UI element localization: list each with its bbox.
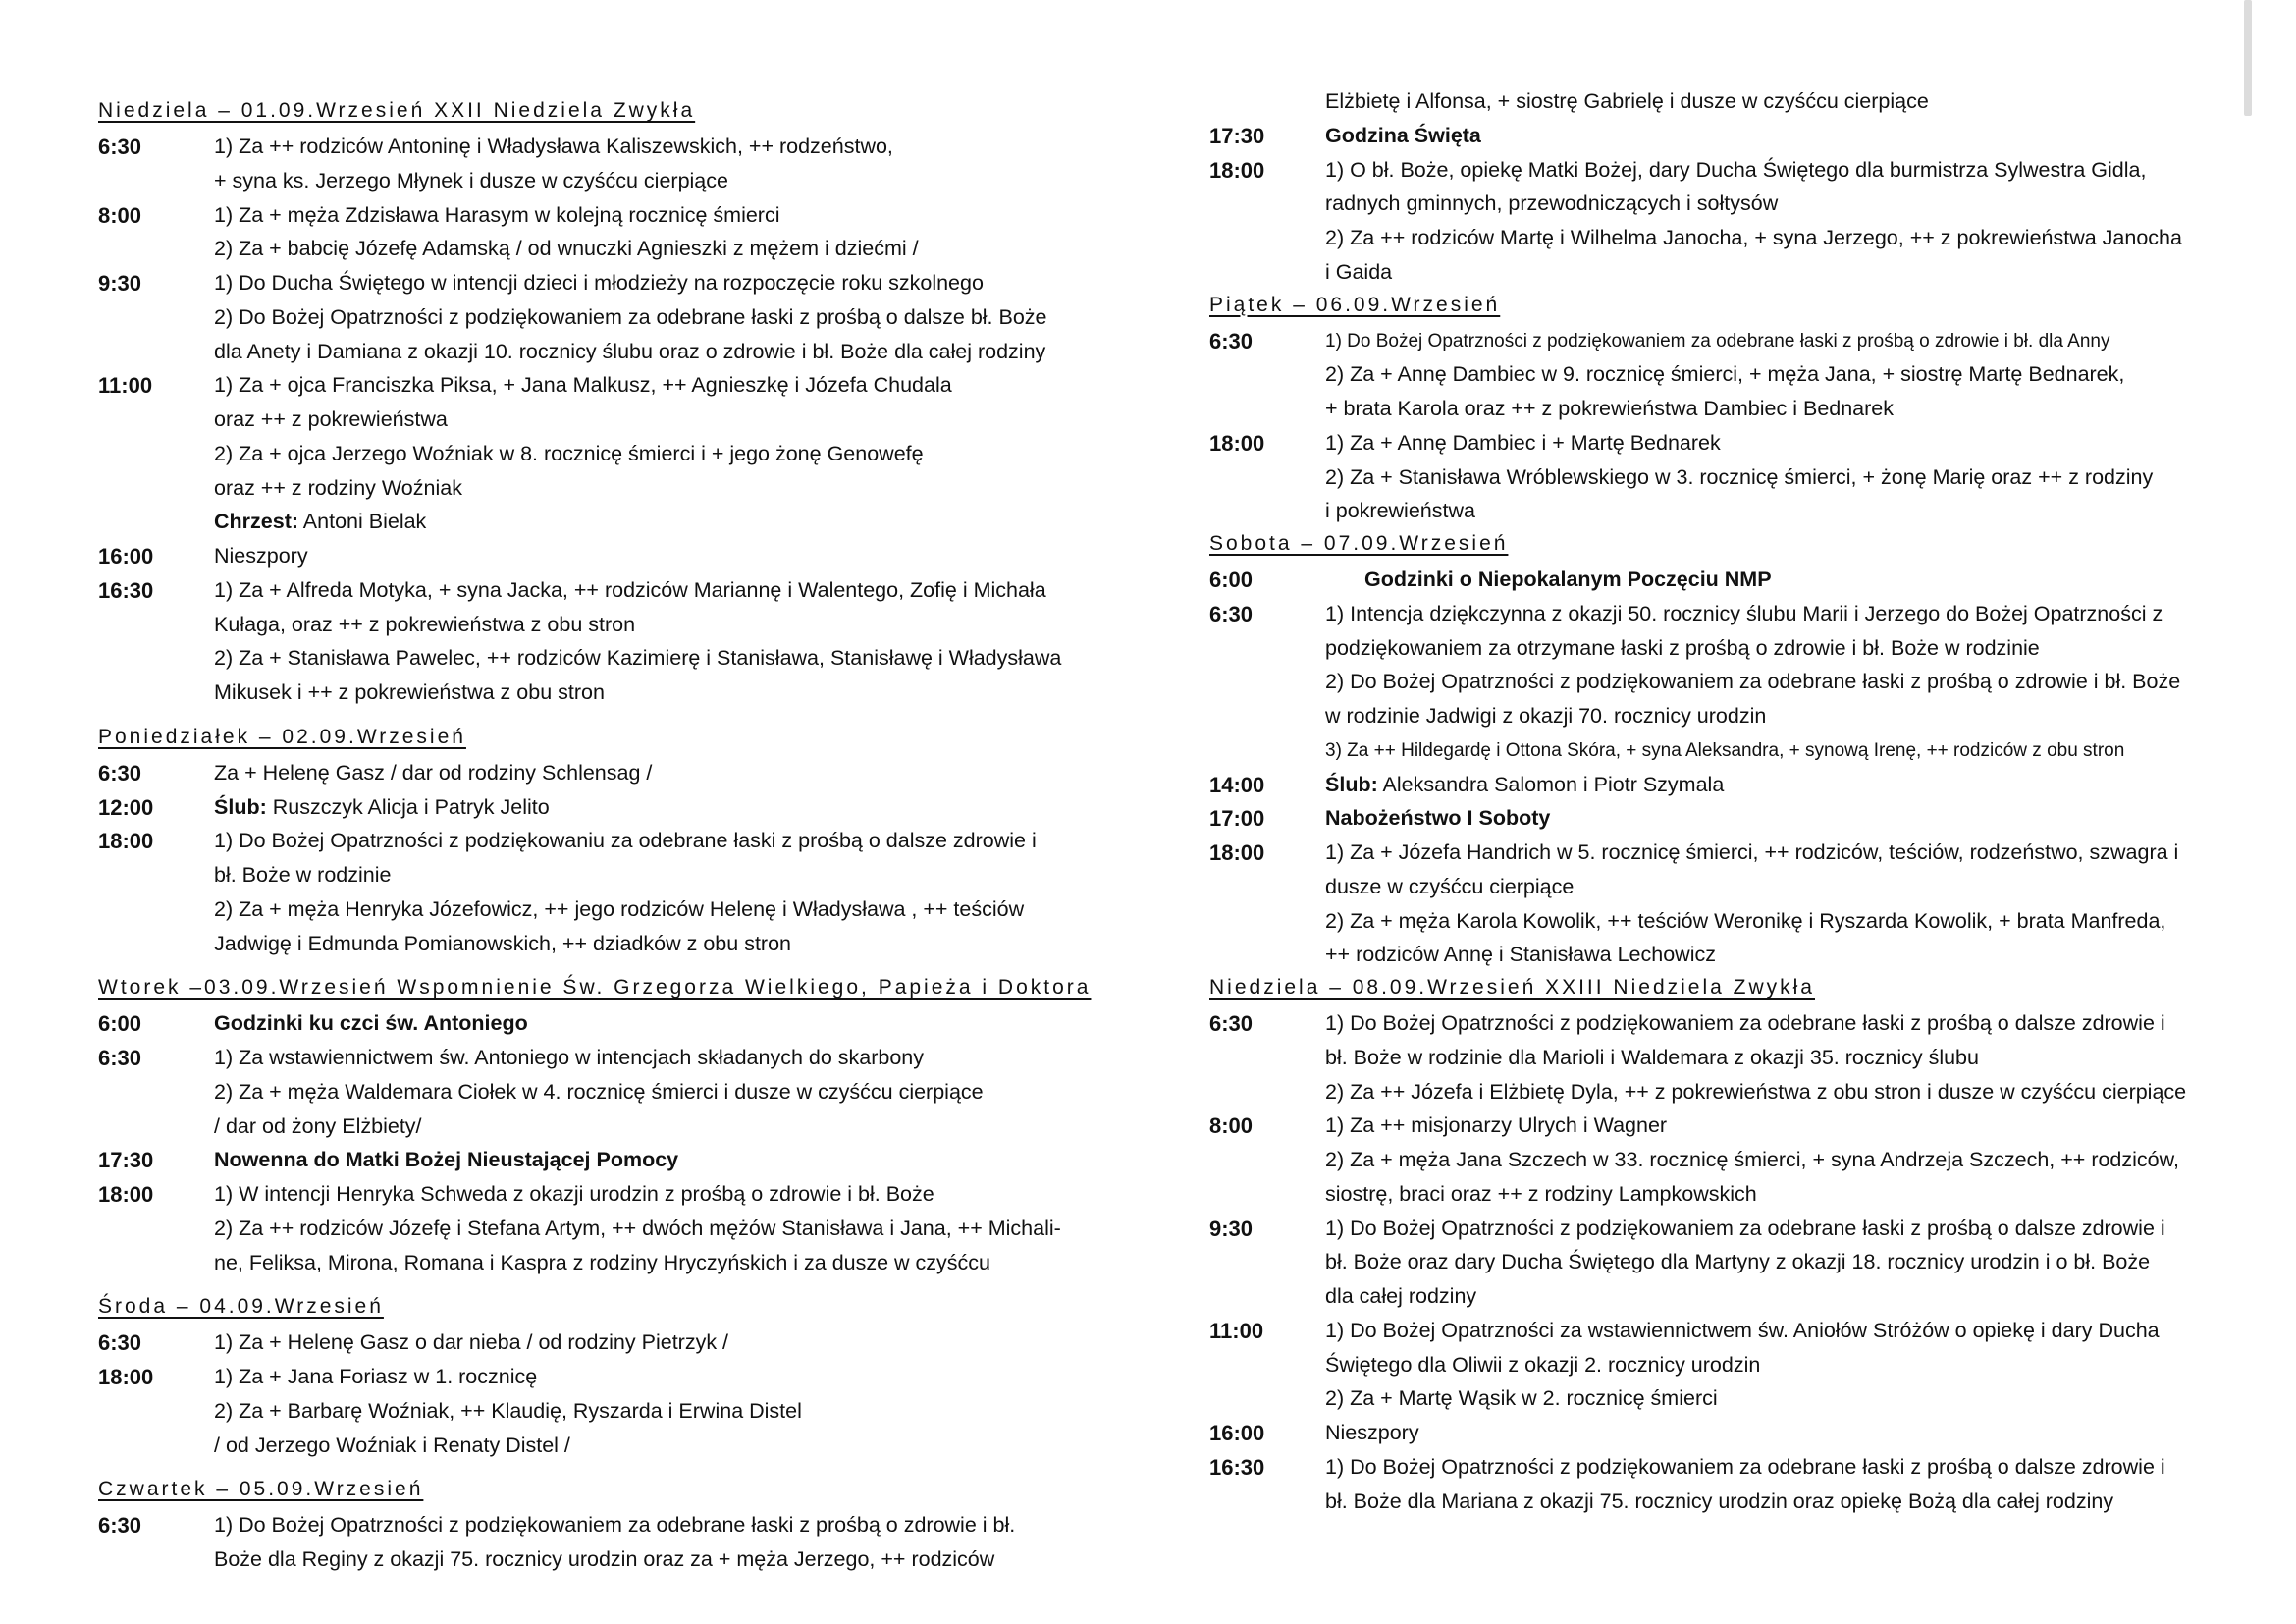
entry-line	[214, 1110, 422, 1144]
entry-text: oraz ++ z rodziny Woźniak	[214, 475, 462, 500]
entry-time: 16:30	[1209, 1454, 1265, 1480]
entry-time: 14:00	[1209, 772, 1265, 797]
entry-text: 1) O bł. Boże, opiekę Matki Bożej, dary Ducha Świętego dla burmistrza Sylwestra Gidla,	[1325, 157, 2147, 182]
entry-line	[1325, 153, 2146, 188]
entry-line	[214, 1041, 924, 1075]
entry-text: bł. Boże w rodzinie dla Marioli i Waldemara z okazji 35. rocznicy ślubu	[1325, 1045, 1979, 1069]
entry-text: 1) W intencji Henryka Schweda z okazji urodzin z prośbą o zdrowie i bł. Boże	[214, 1182, 934, 1206]
entry-time: 17:30	[1209, 123, 1265, 148]
entry-text: bł. Boże w rodzinie	[214, 863, 392, 887]
day-heading: Czwartek – 05.09.Wrzesień	[98, 1478, 424, 1501]
entry-text: 2) Za + babcię Józefę Adamską / od wnuczki Agnieszki z mężem i dziećmi /	[214, 237, 919, 261]
entry-time: 11:00	[98, 373, 153, 399]
entry-line	[1325, 938, 1716, 972]
entry-line	[214, 335, 1045, 369]
entry-text: 1) Do Bożej Opatrzności z podziękowaniem za odebrane łaski z prośbą o zdrowie i bł. dla Anny	[1325, 330, 2110, 352]
entry-text: 1) Za + Helenę Gasz o dar nieba / od rodziny Pietrzyk /	[214, 1330, 729, 1355]
entry-text: Nieszpory	[1325, 1421, 1419, 1444]
entry-line	[1325, 1279, 1476, 1314]
entry-line	[214, 608, 635, 642]
entry-text: podziękowaniem za otrzymane łaski z prośbą o zdrowie i bł. Boże w rodzinie	[1325, 635, 2040, 660]
entry-text: 1) Za ++ rodziców Antoninę i Władysława Kaliszewskich, ++ rodzeństwo,	[214, 135, 893, 158]
entry-line	[1325, 1245, 2150, 1279]
entry-line	[1325, 255, 1392, 290]
entry-line	[214, 471, 462, 506]
entry-line	[214, 198, 780, 233]
entry-text: 1) Za + Annę Dambiec i + Martę Bednarek	[1325, 430, 1721, 455]
entry-text: Za + Helenę Gasz / dar od rodziny Schlensag /	[214, 760, 653, 785]
entry-text: 2) Za + męża Waldemara Ciołek w 4. rocznicę śmierci i dusze w czyśćcu cierpiące	[214, 1079, 984, 1104]
entry-time: 18:00	[98, 1365, 154, 1389]
entry-line	[1325, 597, 2163, 631]
entry-line	[214, 403, 448, 437]
day-heading: Środa – 04.09.Wrzesień	[98, 1295, 384, 1319]
entry-text: 2) Za + męża Henryka Józefowicz, ++ jego rodziców Helenę i Władysława , ++ teściów	[214, 896, 1025, 921]
entry-text: / dar od żony Elżbiety/	[214, 1113, 422, 1138]
entry-line	[214, 1212, 1061, 1246]
entry-text: 1) Do Bożej Opatrzności z podziękowaniem za odebrane łaski z prośbą o dalsze zdrowie i	[1325, 1454, 2165, 1479]
entry-text: 1) Za + męża Zdzisława Harasym w kolejną rocznicę śmierci	[214, 202, 780, 227]
entry-line	[1325, 870, 1574, 904]
entry-time: 6:30	[1209, 601, 1254, 626]
entry-text: 2) Za ++ Józefa i Elżbietę Dyla, ++ z pokrewieństwa z obu stron i dusze w czyśćcu cierpiące	[1325, 1079, 2187, 1104]
entry-time: 6:00	[98, 1011, 142, 1037]
entry-line	[1325, 1075, 2186, 1110]
entry-text: dla Anety i Damiana z okazji 10. rocznicy ślubu oraz o zdrowie i bł. Boże dla całej rodziny	[214, 339, 1046, 363]
entry-text: radnych gminnych, przewodniczących i sołtysów	[1325, 191, 1779, 216]
entry-line	[214, 1326, 728, 1360]
entry-text: 2) Za + męża Jana Szczech w 33. rocznicę śmierci, + syna Andrzeja Szczech, ++ rodziców,	[1325, 1148, 2179, 1171]
entry-text: Świętego dla Oliwii z okazji 2. rocznicy urodzin	[1325, 1352, 1761, 1377]
entry-line	[1325, 904, 2165, 939]
entry-prefix: Chrzest:	[214, 510, 299, 534]
entry-line	[1325, 1348, 1760, 1382]
entry-text: siostrę, braci oraz ++ z rodziny Lampkowskich	[1325, 1181, 1757, 1206]
day-heading: Sobota – 07.09.Wrzesień	[1209, 532, 1509, 555]
entry-text: 2) Za + Barbarę Woźniak, ++ Klaudię, Ryszarda i Erwina Distel	[214, 1398, 802, 1423]
day-heading: Niedziela – 01.09.Wrzesień XXII Niedziela Zwykła	[98, 99, 696, 122]
entry-line	[1325, 768, 1724, 802]
entry-text: bł. Boże dla Mariana z okazji 75. rocznicy urodzin oraz opiekę Bożą dla całej rodziny	[1325, 1489, 2114, 1513]
entry-line	[1325, 460, 2153, 495]
entry-text: 1) Za + Jana Foriasz w 1. rocznicę	[214, 1365, 538, 1388]
entry-time: 18:00	[98, 1182, 154, 1207]
entry-text: 1) Do Bożej Opatrzności za wstawiennictwem św. Aniołów Stróżów o opiekę i dary Ducha	[1325, 1318, 2160, 1342]
day-heading: Piątek – 06.09.Wrzesień	[1209, 293, 1501, 316]
entry-text: 2) Do Bożej Opatrzności z podziękowaniem za odebrane łaski z prośbą o zdrowie i bł. Boże	[1325, 670, 2181, 694]
entry-line	[1325, 187, 1778, 221]
entry-line	[214, 1508, 1015, 1543]
entry-time: 6:30	[98, 1513, 142, 1539]
entry-line	[1325, 1006, 2165, 1041]
entry-text: Aleksandra Salomon i Piotr Szymala	[1377, 772, 1725, 796]
entry-text: Nabożeństwo I Soboty	[1325, 806, 1551, 831]
entry-line	[1325, 1212, 2165, 1246]
entry-text: 2) Za + Stanisława Wróblewskiego w 3. rocznicę śmierci, + żonę Marię oraz ++ z rodziny	[1325, 464, 2154, 489]
entry-line	[1325, 699, 1766, 733]
entry-time: 17:00	[1209, 806, 1265, 832]
entry-time: 16:00	[98, 544, 154, 568]
entry-line	[1325, 1416, 1419, 1450]
entry-text: i pokrewieństwa	[1325, 499, 1475, 523]
entry-line	[1325, 1381, 1718, 1416]
entry-line	[1325, 665, 2180, 699]
entry-text: / od Jerzego Woźniak i Renaty Distel /	[214, 1433, 570, 1457]
entry-text: 2) Do Bożej Opatrzności z podziękowaniem za odebrane łaski z prośbą o dalsze bł. Boże	[214, 304, 1047, 329]
entry-line	[1325, 426, 1721, 460]
entry-line	[214, 1143, 678, 1177]
entry-text: 1) Intencja dziękczynna z okazji 50. rocznicy ślubu Marii i Jerzego do Bożej Opatrzności z	[1325, 601, 2163, 625]
entry-text: 1) Za + Józefa Handrich w 5. rocznicę śmierci, ++ rodziców, teściów, rodzeństwo, szwagra i	[1325, 840, 2179, 864]
entry-text: i Gaida	[1325, 259, 1393, 284]
entry-line	[214, 437, 924, 471]
entry-line	[214, 266, 984, 300]
entry-line	[214, 1360, 537, 1394]
entry-time: 6:00	[1209, 568, 1254, 592]
entry-time: 6:30	[98, 1330, 142, 1356]
entry-text: dusze w czyśćcu cierpiące	[1325, 874, 1575, 898]
entry-line	[214, 858, 391, 893]
entry-text: Kułaga, oraz ++ z pokrewieństwa z obu stron	[214, 612, 636, 636]
entry-line	[214, 1177, 934, 1212]
entry-time: 17:30	[98, 1148, 154, 1173]
entry-line	[1325, 119, 1481, 153]
entry-line	[1325, 1177, 1757, 1212]
entry-line	[214, 893, 1024, 927]
entry-text: 2) Za + ojca Jerzego Woźniak w 8. rocznicę śmierci i + jego żonę Genowefę	[214, 441, 924, 465]
entry-line	[1325, 1041, 1979, 1075]
entry-text: 2) Za ++ rodziców Martę i Wilhelma Janocha, + syna Jerzego, ++ z pokrewieństwa Janocha	[1325, 226, 2182, 249]
entry-time: 16:30	[98, 577, 154, 603]
entry-time: 6:30	[98, 135, 142, 159]
entry-text: 1) Do Bożej Opatrzności z podziękowaniu za odebrane łaski z prośbą o dalsze zdrowie i	[214, 829, 1037, 853]
entry-text: 2) Za + męża Karola Kowolik, ++ teściów Weronikę i Ryszarda Kowolik, + brata Manfreda,	[1325, 908, 2166, 933]
entry-time: 11:00	[1209, 1318, 1264, 1343]
entry-time: 6:30	[98, 760, 142, 785]
entry-line	[214, 756, 652, 790]
entry-time: 12:00	[98, 794, 154, 820]
scrollbar[interactable]	[2244, 0, 2252, 116]
entry-text: 2) Za + Stanisława Pawelec, ++ rodziców Kazimierę i Stanisława, Stanisławę i Władysława	[214, 646, 1062, 671]
entry-line	[1325, 836, 2178, 870]
entry-line	[1325, 1450, 2165, 1485]
entry-text: ne, Feliksa, Mirona, Romana i Kaspra z rodziny Hryczyńskich i za dusze w czyśćcu	[214, 1250, 990, 1274]
day-heading: Poniedziałek – 02.09.Wrzesień	[98, 725, 466, 748]
entry-text: Nowenna do Matki Bożej Nieustającej Pomocy	[214, 1148, 679, 1172]
entry-line	[214, 1246, 990, 1280]
entry-line	[214, 1075, 984, 1110]
entry-line	[214, 1429, 570, 1463]
entry-time: 9:30	[1209, 1216, 1254, 1241]
entry-text: Godzina Święta	[1325, 123, 1481, 147]
entry-time: 6:30	[98, 1046, 142, 1070]
entry-text: Nieszpory	[214, 544, 308, 568]
entry-text: 1) Do Bożej Opatrzności z podziękowaniem za odebrane łaski z prośbą o dalsze zdrowie i	[1325, 1011, 2165, 1035]
entry-text: 2) Za ++ rodziców Józefę i Stefana Artym, ++ dwóch mężów Stanisława i Jana, ++ Michali-	[214, 1216, 1061, 1240]
entry-text: 3) Za ++ Hildegardę i Ottona Skóra, + syna Aleksandra, + synową Irenę, ++ rodziców z obu stron	[1325, 739, 2125, 761]
entry-time: 16:00	[1209, 1421, 1265, 1445]
entry-time: 9:30	[98, 271, 142, 296]
entry-text: oraz ++ z pokrewieństwa	[214, 407, 448, 431]
entry-line	[214, 824, 1037, 858]
entry-text: 1) Do Bożej Opatrzności z podziękowaniem za odebrane łaski z prośbą o zdrowie i bł.	[214, 1513, 1016, 1538]
entry-time: 6:30	[1209, 1011, 1254, 1036]
entry-text: 2) Za + Martę Wąsik w 2. rocznicę śmierci	[1325, 1386, 1718, 1411]
entry-time: 6:30	[1209, 328, 1254, 353]
entry-line	[1325, 733, 2124, 768]
entry-prefix: Ślub:	[214, 794, 267, 819]
entry-text: bł. Boże oraz dary Ducha Świętego dla Martyny z okazji 18. rocznicy urodzin i o bł. Boże	[1325, 1250, 2151, 1274]
entry-line	[214, 368, 952, 403]
entry-time: 18:00	[1209, 840, 1265, 865]
entry-line	[214, 300, 1047, 335]
entry-line	[214, 676, 605, 710]
entry-line	[214, 505, 426, 539]
entry-text: Ruszczyk Alicja i Patryk Jelito	[266, 794, 550, 819]
entry-text: 1) Do Ducha Świętego w intencji dzieci i młodzieży na rozpoczęcie roku szkolnego	[214, 271, 984, 295]
entry-text: 1) Za wstawiennictwem św. Antoniego w intencjach składanych do skarbony	[214, 1046, 925, 1069]
entry-text: 1) Za + Alfreda Motyka, + syna Jacka, ++ rodziców Mariannę i Walentego, Zofię i Michała	[214, 577, 1046, 602]
entry-line	[1325, 324, 2109, 358]
entry-text: Antoni Bielak	[298, 510, 427, 534]
entry-text: Godzinki o Niepokalanym Poczęciu NMP	[1364, 568, 1772, 591]
entry-text: 1) Za ++ misjonarzy Ulrych i Wagner	[1325, 1113, 1668, 1138]
entry-time: 18:00	[98, 829, 154, 854]
entry-line	[1325, 1314, 2160, 1348]
entry-line	[1325, 1485, 2113, 1519]
entry-time: 8:00	[1209, 1113, 1254, 1139]
day-heading: Wtorek –03.09.Wrzesień Wspomnienie Św. Grzegorza Wielkiego, Papieża i Doktora	[98, 976, 1092, 1000]
entry-line	[1364, 563, 1772, 597]
entry-line	[1325, 392, 1894, 426]
entry-text: + syna ks. Jerzego Młynek i dusze w czyśćcu cierpiące	[214, 168, 728, 192]
entry-line	[1325, 494, 1475, 528]
entry-text: 2) Za + Annę Dambiec w 9. rocznicę śmierci, + męża Jana, + siostrę Martę Bednarek,	[1325, 362, 2125, 387]
entry-text: Elżbietę i Alfonsa, + siostrę Gabrielę i dusze w czyśćcu cierpiące	[1325, 89, 1929, 113]
entry-line	[1325, 221, 2182, 255]
entry-line	[214, 573, 1046, 608]
entry-line	[1325, 84, 1929, 119]
entry-text: 1) Do Bożej Opatrzności z podziękowaniem za odebrane łaski z prośbą o dalsze zdrowie i	[1325, 1216, 2165, 1240]
entry-line	[214, 232, 919, 266]
entry-line	[214, 539, 308, 573]
entry-line	[214, 1006, 528, 1041]
entry-line	[214, 130, 893, 164]
entry-text: w rodzinie Jadwigi z okazji 70. rocznicy urodzin	[1325, 704, 1767, 728]
entry-text: Boże dla Reginy z okazji 75. rocznicy urodzin oraz za + męża Jerzego, ++ rodziców	[214, 1547, 995, 1571]
entry-line	[214, 1394, 802, 1429]
entry-text: + brata Karola oraz ++ z pokrewieństwa Dambiec i Bednarek	[1325, 397, 1895, 420]
entry-line	[1325, 1109, 1667, 1143]
entry-line	[214, 641, 1061, 676]
entry-text: Jadwigę i Edmunda Pomianowskich, ++ dziadków z obu stron	[214, 931, 791, 955]
entry-line	[214, 1543, 994, 1577]
entry-line	[1325, 357, 2124, 392]
entry-line	[1325, 631, 2040, 666]
entry-prefix: Ślub:	[1325, 772, 1378, 796]
entry-text: Mikusek i ++ z pokrewieństwa z obu stron	[214, 680, 605, 704]
entry-line	[1325, 1143, 2179, 1177]
entry-time: 8:00	[98, 202, 142, 228]
entry-time: 18:00	[1209, 430, 1265, 456]
entry-text: ++ rodziców Annę i Stanisława Lechowicz	[1325, 943, 1716, 967]
entry-text: 1) Za + ojca Franciszka Piksa, + Jana Malkusz, ++ Agnieszkę i Józefa Chudala	[214, 373, 952, 398]
entry-text: dla całej rodziny	[1325, 1284, 1477, 1308]
day-heading: Niedziela – 08.09.Wrzesień XXIII Niedziela Zwykła	[1209, 976, 1815, 999]
entry-line	[214, 790, 550, 825]
entry-line	[214, 927, 791, 961]
entry-line	[214, 164, 728, 198]
entry-line	[1325, 801, 1550, 836]
entry-text: Godzinki ku czci św. Antoniego	[214, 1011, 528, 1036]
entry-time: 18:00	[1209, 157, 1265, 183]
